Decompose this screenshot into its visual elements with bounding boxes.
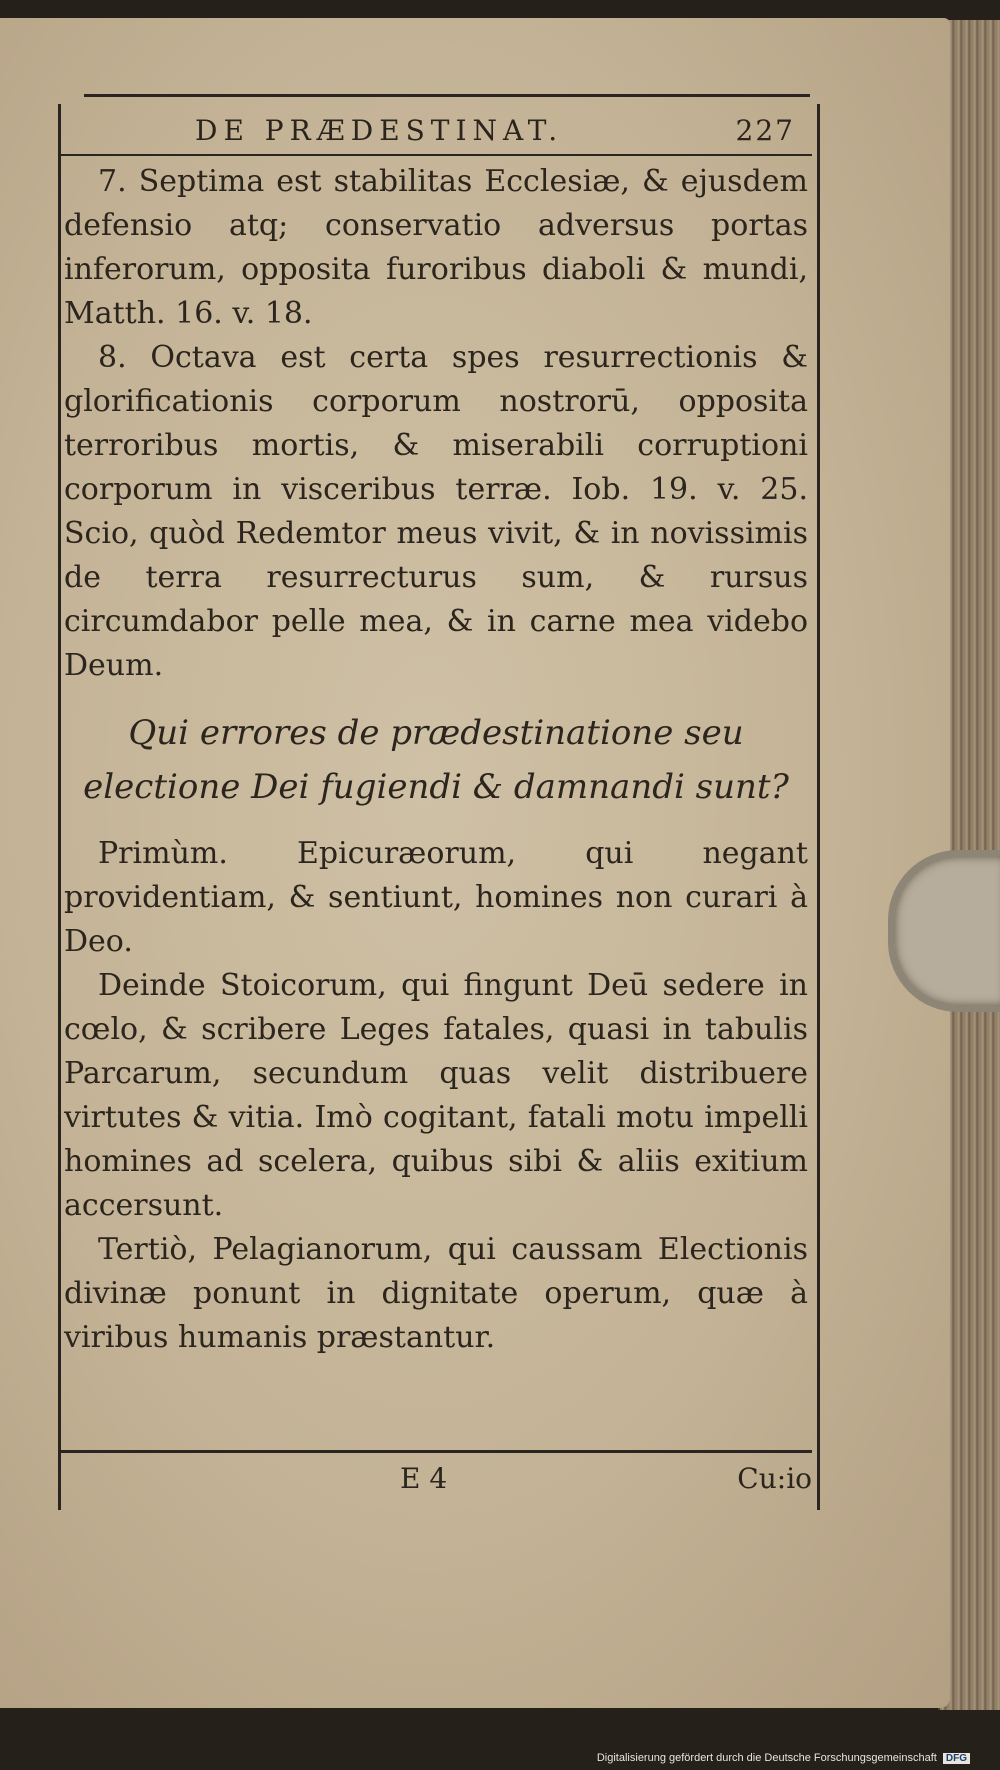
paragraph-septima: 7. Septima est stabilitas Ecclesiæ, & ejusdem defensio atq; conservatio adversus portas inferorum, opposita furoribus diaboli & mundi, Matth. 16. v. 18. <box>64 164 808 331</box>
book-clasp-image <box>888 850 1000 1012</box>
top-rule <box>84 94 810 97</box>
page-number: 227 <box>735 114 795 147</box>
paragraph-octava: 8. Octava est certa spes resurrectionis & glorificationis corporum nostrorū, opposita terroribus mortis, & miserabili corruptioni corporum in visceribus terræ. Iob. 19. v. 25. Scio, quòd Redemtor meus vivit, & in novissimis de terra resurrecturus sum, & rursus circumdabor pelle mea, & in carne mea videbo Deum. <box>64 340 808 683</box>
paragraph-tertio: Tertiò, Pelagianorum, qui caussam Electionis divinæ ponunt in dignitate operum, quæ à viribus humanis præstantur. <box>64 1232 808 1355</box>
paragraph-primum: Primùm. Epicuræorum, qui negant providentiam, & sentiunt, homines non curari à Deo. <box>64 836 808 959</box>
paragraph-deinde: Deinde Stoicorum, qui fingunt Deū sedere in cœlo, & scribere Leges fatales, quasi in tabulis Parcarum, secundum quas velit distribuere virtutes & vitia. Imò cogitant, fatali motu impelli homines ad scelera, quibus sibi & aliis exitium accersunt. <box>64 968 808 1223</box>
digitization-credit <box>597 1752 970 1764</box>
dfg-logo: DFG <box>943 1753 970 1764</box>
credit-text: Digitalisierung gefördert durch die Deutsche Forschungsgemeinschaft <box>596 1752 937 1764</box>
running-title: DE PRÆDESTINAT. <box>195 114 564 147</box>
catchword: Cu:io <box>737 1462 812 1495</box>
running-header <box>195 114 795 154</box>
page-footer <box>60 1462 812 1502</box>
section-heading: Qui errores de prædestinatione seu electione Dei fugiendi & damnandi sunt? <box>83 713 789 807</box>
page-body <box>64 160 808 1360</box>
signature-mark: E 4 <box>400 1462 448 1495</box>
header-rule <box>60 154 812 156</box>
bottom-rule <box>60 1450 812 1453</box>
